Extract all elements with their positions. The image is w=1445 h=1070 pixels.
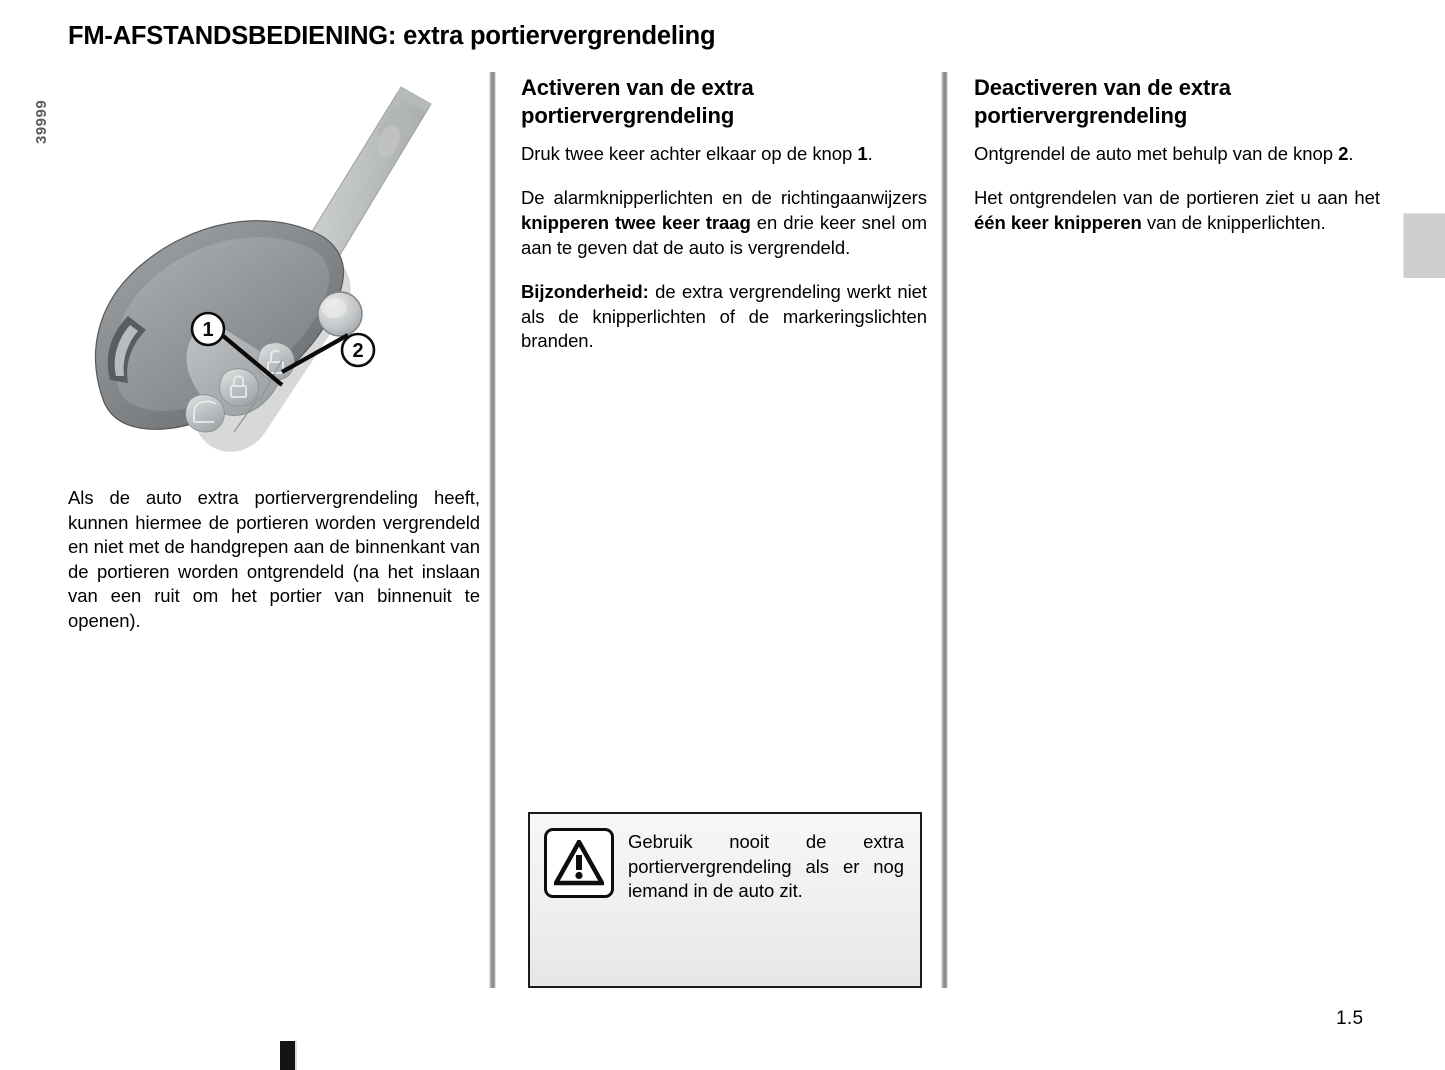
middle-paragraph-2-bold: knipperen twee keer traag xyxy=(521,212,751,234)
middle-paragraph-2-after: en drie keer snel om aan te geven dat de auto is vergrendeld. xyxy=(521,212,928,258)
page-title: FM-AFSTANDSBEDIENING: extra portiervergrendeling xyxy=(68,22,716,50)
chapter-edge-tab xyxy=(1403,213,1445,278)
boot-button[interactable] xyxy=(186,395,225,432)
page-number: 1.5 xyxy=(1336,1008,1364,1029)
middle-paragraph-1-emphasis: 1 xyxy=(857,142,868,164)
middle-paragraph-3-bold: Bijzonderheid: xyxy=(521,281,649,303)
left-column-text xyxy=(68,486,480,634)
registration-mark xyxy=(280,1041,297,1070)
right-paragraph-2-bold: één keer knipperen xyxy=(974,212,1142,234)
column-divider-right xyxy=(941,72,948,988)
right-paragraph-1-after: . xyxy=(1348,142,1354,164)
callout-1-label: 1 xyxy=(202,319,214,341)
right-paragraph-2-before: Het ontgrendelen van de portieren ziet u aan het xyxy=(974,187,1380,209)
middle-paragraph-1-after: . xyxy=(867,142,873,164)
right-column xyxy=(974,74,1380,236)
middle-paragraph-1 xyxy=(521,142,927,167)
middle-paragraph-3-after: de extra vergrendeling werkt niet als de knipperlichten of de markeringslichten branden. xyxy=(521,281,927,352)
warning-triangle-icon xyxy=(544,828,614,898)
warning-triangle-svg xyxy=(554,840,604,886)
middle-paragraph-2 xyxy=(521,186,927,260)
middle-column-heading: Activeren van de extra portiervergrendeling xyxy=(521,75,754,128)
lock-button[interactable] xyxy=(220,369,259,406)
callout-2-label: 2 xyxy=(352,340,364,362)
right-paragraph-1 xyxy=(974,142,1380,167)
key-fob-illustration xyxy=(68,82,480,472)
unlock-button[interactable] xyxy=(258,343,295,380)
right-paragraph-2 xyxy=(974,186,1380,235)
right-column-heading: Deactiveren van de extra portiervergrendeling xyxy=(974,75,1231,128)
middle-paragraph-3 xyxy=(521,280,927,354)
column-divider-left xyxy=(489,72,496,988)
right-paragraph-1-before: Ontgrendel de auto met behulp van de knop xyxy=(974,142,1339,164)
warning-box xyxy=(528,812,922,988)
right-paragraph-2-after: van de knipperlichten. xyxy=(1141,212,1326,234)
middle-paragraph-1-before: Druk twee keer achter elkaar op de knop xyxy=(521,142,858,164)
warning-text: Gebruik nooit de extra portiervergrendeling als er nog iemand in de auto zit. xyxy=(628,831,904,902)
key-fob-svg xyxy=(68,82,480,472)
middle-paragraph-2-before: De alarmknipperlichten en de richtingaanwijzers xyxy=(521,187,927,209)
figure-reference-code-text: 39999 xyxy=(33,99,50,144)
left-paragraph-1: Als de auto extra portiervergrendeling heeft, kunnen hiermee de portieren worden vergrendeld en niet met de handgrepen aan de binnenkant van de portieren worden ontgrendeld (na het inslaan van een ruit om het portier van binnenuit te openen). xyxy=(68,487,480,631)
middle-column xyxy=(521,74,927,354)
right-paragraph-1-emphasis: 2 xyxy=(1338,142,1349,164)
